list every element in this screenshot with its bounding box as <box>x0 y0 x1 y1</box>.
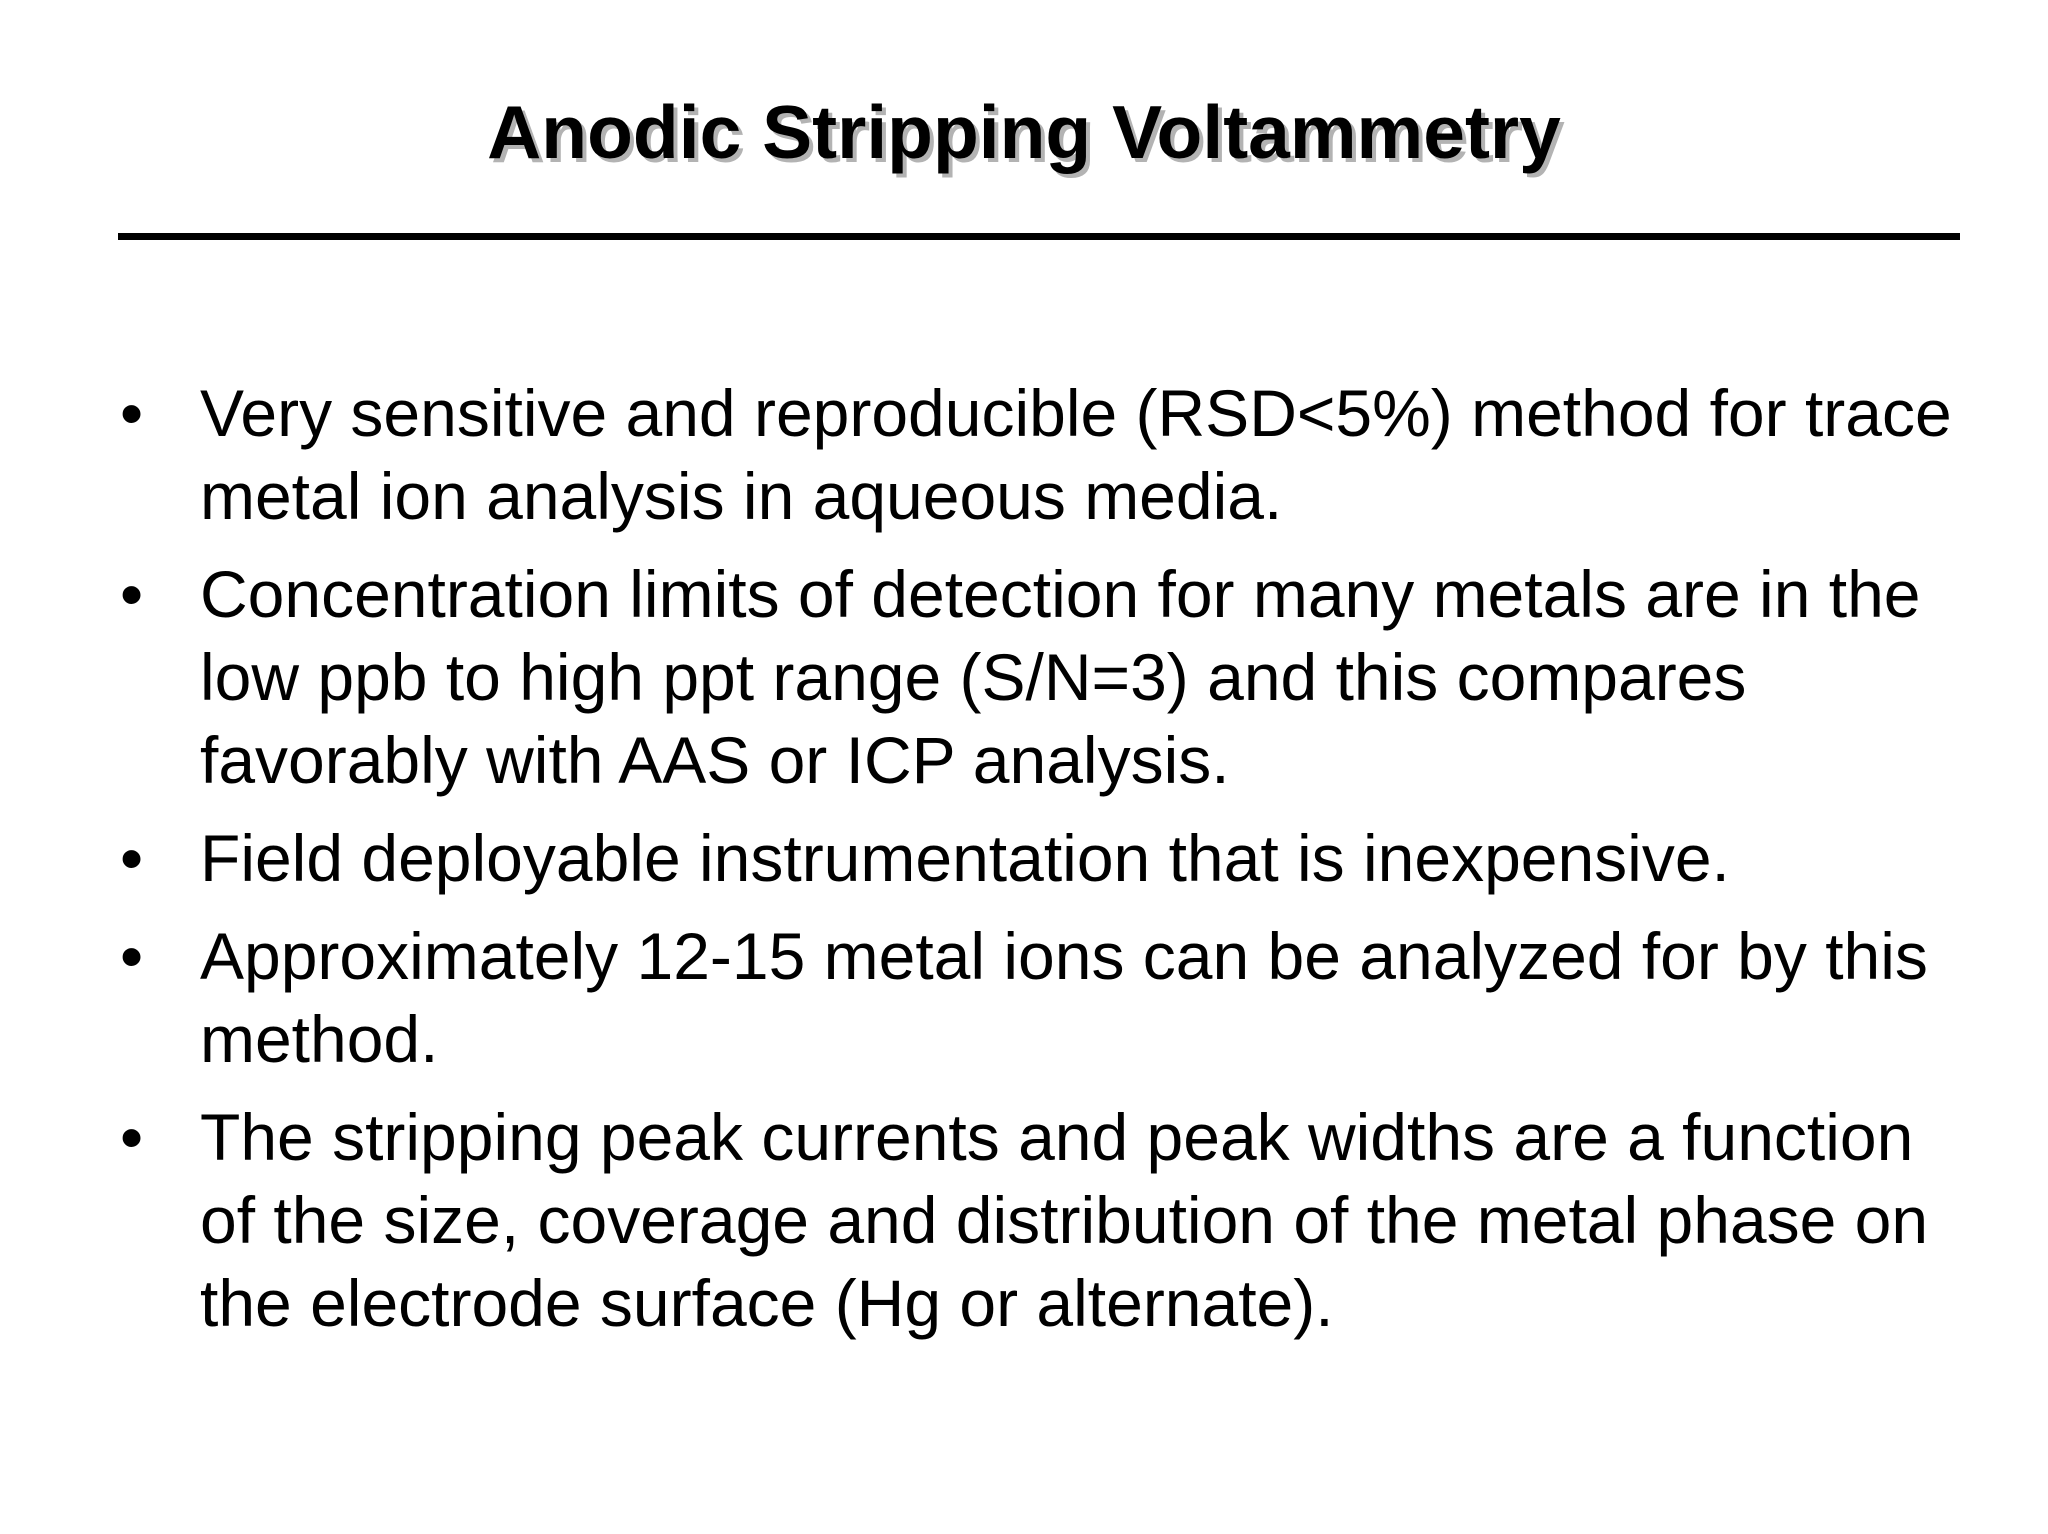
title-divider <box>118 233 1960 240</box>
bullet-text: Field deployable instrumentation that is inexpensive. <box>200 821 1730 895</box>
bullet-icon: • <box>120 1100 144 1174</box>
bullet-item <box>0 372 1960 538</box>
bullet-list <box>0 372 2048 1360</box>
slide-title: Anodic Stripping Voltammetry <box>487 90 1561 174</box>
bullet-icon: • <box>120 919 144 993</box>
bullet-item <box>0 1096 1960 1345</box>
bullet-item <box>0 915 1960 1081</box>
bullet-text: Very sensitive and reproducible (RSD<5%) method for trace metal ion analysis in aqueous media. <box>200 376 1952 533</box>
bullet-item <box>0 553 1960 802</box>
bullet-icon: • <box>120 376 144 450</box>
bullet-text: Concentration limits of detection for many metals are in the low ppb to high ppt range (S/N=3) and this compares favorably with AAS or ICP analysis. <box>200 557 1921 797</box>
bullet-icon: • <box>120 557 144 631</box>
bullet-icon: • <box>120 821 144 895</box>
bullet-text: Approximately 12-15 metal ions can be analyzed for by this method. <box>200 919 1928 1076</box>
bullet-item <box>0 817 1960 900</box>
bullet-text: The stripping peak currents and peak widths are a function of the size, coverage and distribution of the metal phase on the electrode surface (Hg or alternate). <box>200 1100 1929 1340</box>
